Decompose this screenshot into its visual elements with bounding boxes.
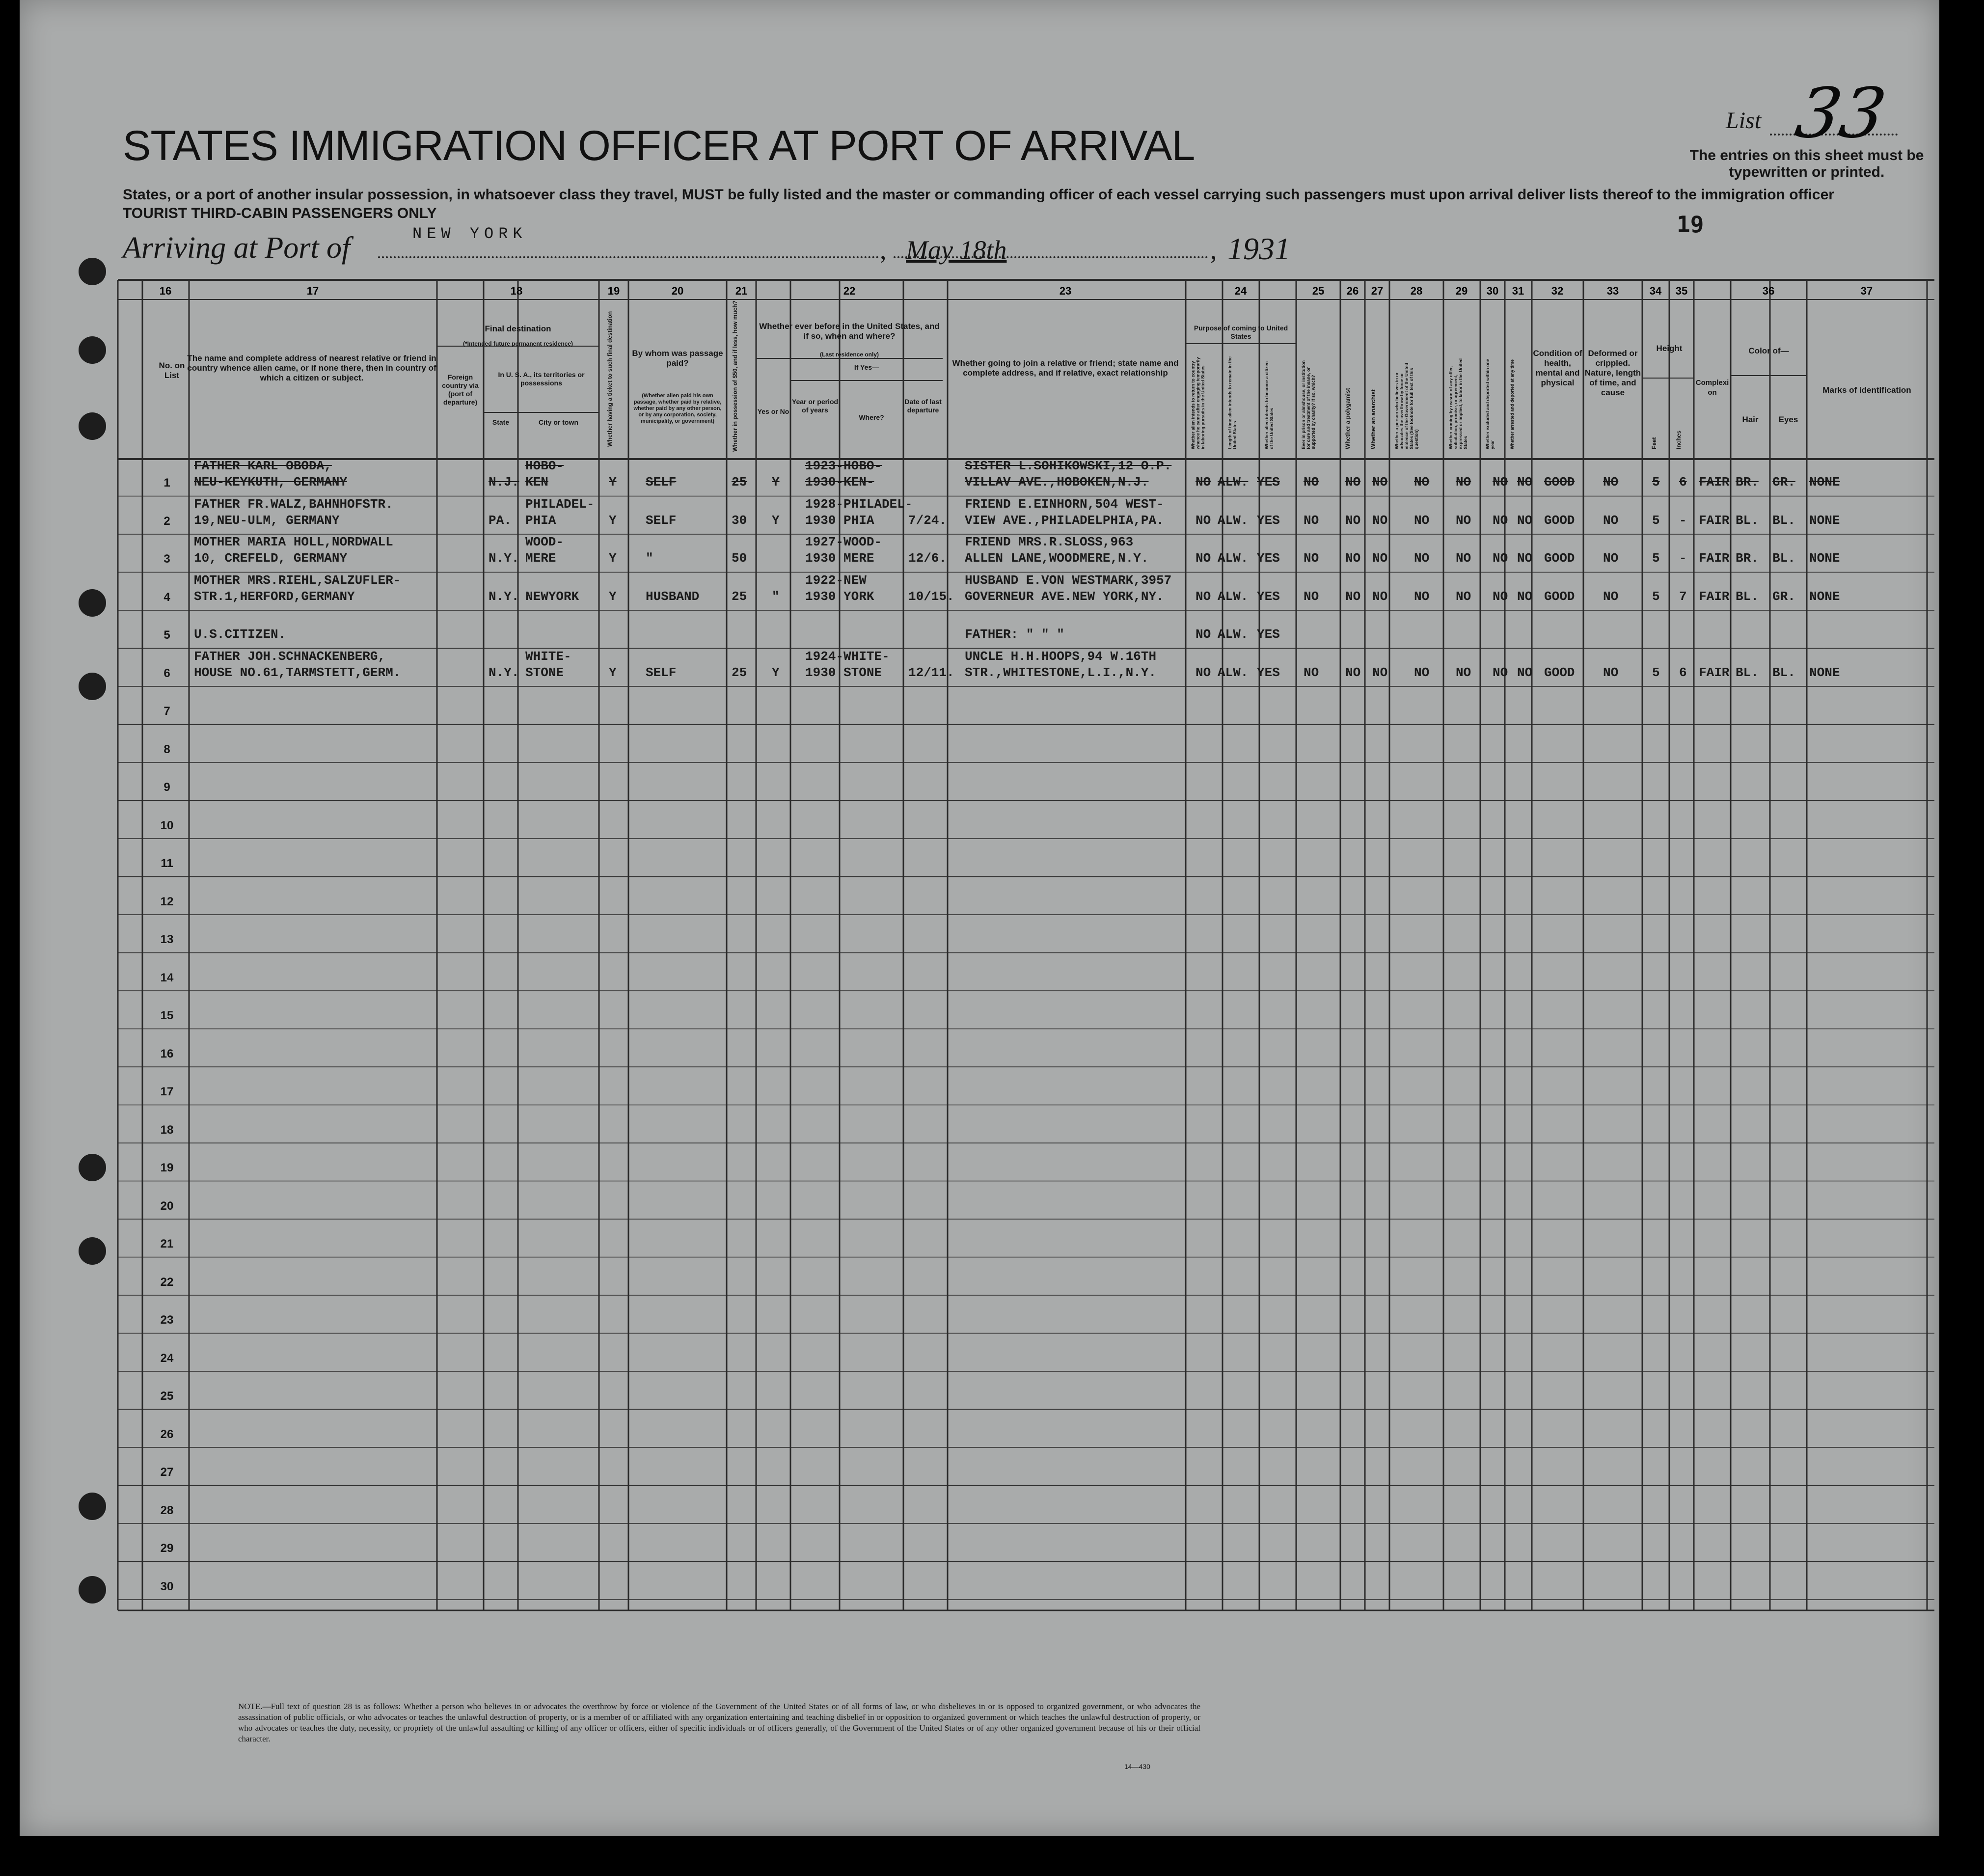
row-number: 4 bbox=[163, 590, 170, 604]
hdr-color-of: Color of— bbox=[1748, 346, 1789, 355]
row-number: 30 bbox=[160, 1579, 174, 1593]
column-number-23: 23 bbox=[1059, 285, 1072, 297]
passage-paid: " bbox=[646, 551, 653, 566]
row-number: 9 bbox=[163, 781, 170, 794]
column-number-33: 33 bbox=[1606, 285, 1619, 297]
money-value: 30 bbox=[732, 513, 747, 528]
hdr-purpose-a: Whether alien intends to return to country whence he came after engaging temporarily in laboring pursuits in the United States bbox=[1191, 357, 1205, 449]
before-year-1: 1922-NEW bbox=[805, 572, 867, 588]
purpose-length: ALW. bbox=[1218, 551, 1249, 566]
ticket-value: Y bbox=[609, 475, 617, 489]
column-number-17: 17 bbox=[306, 285, 319, 297]
binder-hole bbox=[79, 1576, 106, 1604]
polygamist-value: NO bbox=[1345, 551, 1361, 566]
hdr-relative: The name and complete address of nearest relative or friend in country whence alien came, or if none there, then in country of which a citizen or subject. bbox=[187, 353, 436, 382]
row-number: 20 bbox=[160, 1199, 174, 1213]
binder-hole bbox=[79, 1154, 106, 1181]
money-value: 25 bbox=[732, 589, 747, 604]
excluded-value: NO bbox=[1493, 475, 1508, 489]
joining-line-2: STR.,WHITESTONE,L.I.,N.Y. bbox=[965, 665, 1157, 680]
height-inches: - bbox=[1679, 513, 1687, 528]
hdr-deformed: Deformed or crippled. Nature, length of time, and cause bbox=[1584, 349, 1641, 397]
joining-line-1: FRIEND MRS.R.SLOSS,963 bbox=[965, 535, 1134, 549]
purpose-length: ALW. bbox=[1218, 627, 1249, 642]
excluded-value: NO bbox=[1493, 665, 1508, 680]
health-value: GOOD bbox=[1544, 475, 1575, 489]
hdr-ticket: Whether having a ticket to such final destination bbox=[606, 311, 613, 447]
overthrow-value: NO bbox=[1414, 551, 1430, 566]
last-departure: 10/15. bbox=[908, 589, 954, 604]
column-number-29: 29 bbox=[1455, 285, 1468, 297]
prison-value: NO bbox=[1304, 475, 1319, 489]
row-number: 13 bbox=[160, 933, 174, 946]
eyes-value: BL. bbox=[1772, 551, 1795, 566]
row-number: 5 bbox=[163, 628, 170, 642]
relative-line-2: 19,NEU-ULM, GERMANY bbox=[194, 513, 340, 528]
row-number: 6 bbox=[163, 666, 170, 680]
height-inches: 7 bbox=[1679, 589, 1687, 604]
hdr-purpose: Purpose of coming to United States bbox=[1194, 324, 1288, 340]
relative-line-2: 10, CREFELD, GERMANY bbox=[194, 551, 348, 566]
overthrow-value: NO bbox=[1414, 589, 1430, 604]
last-departure: 12/11. bbox=[908, 665, 954, 680]
column-number-27: 27 bbox=[1371, 285, 1384, 297]
arrested-value: NO bbox=[1517, 513, 1533, 528]
hdr-where: Where? bbox=[859, 413, 884, 421]
joining-line-2: ALLEN LANE,WOODMERE,N.Y. bbox=[965, 551, 1149, 566]
purpose-citizen: YES bbox=[1257, 475, 1280, 489]
before-year-2: 1930 YORK bbox=[805, 589, 874, 604]
polygamist-value: NO bbox=[1345, 665, 1361, 680]
binder-hole bbox=[79, 258, 106, 285]
footnote-question-28: NOTE.—Full text of question 28 is as follows: Whether a person who believes in or advocates the overthrow by force or violence of the Government of the United States or of all forms of law, or who disbelieves in or is opposed to organized government, or who advocates the assassination of public officials, or who advocates or teaches the unlawful destruction of property, or is a member of or affiliated with any organization entertaining and teaching disbelief in or opposition to organized government or which teaches the unlawful destruction of property, or who advocates or teaches the duty, necessity, or propriety of the unlawful assaulting or killing of any officer or officers, either of specific individuals or of officers generally, of the Government of the United States or of any other organized government because of his or their official character. bbox=[238, 1702, 1200, 1743]
row-number: 10 bbox=[160, 818, 174, 832]
ticket-value: Y bbox=[609, 513, 617, 528]
row-number: 14 bbox=[160, 971, 174, 984]
eyes-value: GR. bbox=[1772, 589, 1795, 604]
hdr-excluded: Whether excluded and deported within one year bbox=[1485, 358, 1495, 449]
marks-value: NONE bbox=[1809, 551, 1840, 566]
deformed-value: NO bbox=[1603, 551, 1619, 566]
joining-line-2: GOVERNEUR AVE.NEW YORK,NY. bbox=[965, 589, 1164, 604]
year-prefix: 19 bbox=[1677, 211, 1704, 238]
hdr-if-yes: If Yes— bbox=[854, 363, 879, 371]
column-number-34: 34 bbox=[1649, 285, 1662, 297]
column-number-19: 19 bbox=[607, 285, 620, 297]
dest-city-2: PHIA bbox=[525, 513, 556, 528]
hdr-arrested: Whether arrested and deported at any time bbox=[1510, 359, 1515, 449]
polygamist-value: NO bbox=[1345, 513, 1361, 528]
purpose-return: NO bbox=[1196, 665, 1211, 680]
passage-paid: SELF bbox=[646, 475, 677, 489]
dest-state: N.Y. bbox=[489, 589, 519, 604]
purpose-citizen: YES bbox=[1257, 551, 1280, 566]
prison-value: NO bbox=[1304, 513, 1319, 528]
hdr-prison: Ever in prison or almshouse, or institution for care and treatment of the insane, or supported by charity? If so, which? bbox=[1301, 360, 1316, 449]
passage-paid: SELF bbox=[646, 513, 677, 528]
binder-hole bbox=[79, 589, 106, 617]
purpose-return: NO bbox=[1196, 513, 1211, 528]
joining-line-2: VIEW AVE.,PHILADELPHIA,PA. bbox=[965, 513, 1164, 528]
column-number-36: 36 bbox=[1762, 285, 1775, 297]
purpose-length: ALW. bbox=[1218, 513, 1249, 528]
hdr-purpose-c: Whether alien intends to become a citizen of the United States bbox=[1264, 361, 1274, 449]
relative-line-1: MOTHER MARIA HOLL,NORDWALL bbox=[194, 535, 393, 549]
money-value: 50 bbox=[732, 551, 747, 566]
hdr-purpose-b: Length of time alien intends to remain in the United States bbox=[1227, 356, 1237, 449]
hair-value: BL. bbox=[1736, 589, 1759, 604]
row-number: 19 bbox=[160, 1161, 174, 1174]
marks-value: NONE bbox=[1809, 589, 1840, 604]
hdr-inches: Inches bbox=[1675, 430, 1682, 449]
hdr-joining: Whether going to join a relative or friend; state name and complete address, and if relative, exact relationship bbox=[952, 358, 1179, 378]
eyes-value: GR. bbox=[1772, 475, 1795, 489]
offer-value: NO bbox=[1456, 551, 1471, 566]
dest-city-2: KEN bbox=[525, 475, 548, 489]
column-number-24: 24 bbox=[1234, 285, 1247, 297]
before-year-2: 1930-KEN- bbox=[805, 475, 874, 489]
complexion-value: FAIR bbox=[1699, 513, 1730, 528]
hdr-health: Condition of health, mental and physical bbox=[1533, 349, 1582, 387]
hdr-eyes: Eyes bbox=[1778, 415, 1798, 424]
hdr-in-usa: In U. S. A., its territories or possessions bbox=[498, 371, 585, 387]
purpose-length: ALW. bbox=[1218, 665, 1249, 680]
binder-hole bbox=[79, 673, 106, 700]
dest-city-1: WOOD- bbox=[525, 535, 564, 549]
hdr-date-departure: Date of last departure bbox=[904, 398, 942, 414]
before-yes-no: " bbox=[772, 589, 780, 604]
deformed-value: NO bbox=[1603, 665, 1619, 680]
comma: , bbox=[880, 235, 887, 265]
manifest-sheet bbox=[20, 0, 1939, 1836]
dest-city-1: WHITE- bbox=[525, 649, 571, 664]
column-number-22: 22 bbox=[843, 285, 856, 297]
passage-paid: HUSBAND bbox=[646, 589, 700, 604]
document-title: STATES IMMIGRATION OFFICER AT PORT OF ARRIVAL bbox=[123, 122, 1195, 169]
hdr-marks: Marks of identification bbox=[1822, 385, 1911, 395]
list-number: 33 bbox=[1790, 74, 1892, 154]
purpose-return: NO bbox=[1196, 589, 1211, 604]
row-number: 3 bbox=[163, 552, 170, 566]
relative-line-1: MOTHER MRS.RIEHL,SALZUFLER- bbox=[194, 572, 401, 588]
relative-line-1: FATHER JOH.SCHNACKENBERG, bbox=[194, 649, 386, 664]
binder-hole bbox=[79, 1493, 106, 1520]
hdr-offer: Whether coming by reason of any offer, solicitation, promise, or agreement, expressed or implied, to labor in the United States bbox=[1448, 358, 1468, 449]
offer-value: NO bbox=[1456, 665, 1471, 680]
health-value: GOOD bbox=[1544, 551, 1575, 566]
hdr-final-dest-note: (*Intended future permanent residence) bbox=[462, 340, 573, 347]
relative-line-2: U.S.CITIZEN. bbox=[194, 627, 286, 642]
row-number: 16 bbox=[160, 1047, 174, 1060]
marks-value: NONE bbox=[1809, 665, 1840, 680]
row-number: 28 bbox=[160, 1503, 174, 1517]
money-value: 25 bbox=[732, 665, 747, 680]
row-number: 25 bbox=[160, 1389, 174, 1403]
dest-state: N.J. bbox=[489, 475, 519, 489]
joining-line-1: UNCLE H.H.HOOPS,94 W.16TH bbox=[965, 649, 1157, 664]
purpose-citizen: YES bbox=[1257, 665, 1280, 680]
complexion-value: FAIR bbox=[1699, 551, 1730, 566]
binder-hole bbox=[79, 412, 106, 440]
before-year-1: 1924-WHITE- bbox=[805, 649, 890, 664]
marks-value: NONE bbox=[1809, 513, 1840, 528]
height-feet: 5 bbox=[1652, 551, 1660, 566]
port-value: NEW YORK bbox=[412, 225, 527, 243]
health-value: GOOD bbox=[1544, 513, 1575, 528]
row-number: 22 bbox=[160, 1275, 174, 1289]
dest-state: N.Y. bbox=[489, 665, 519, 680]
relative-line-2: STR.1,HERFORD,GERMANY bbox=[194, 589, 355, 604]
column-number-26: 26 bbox=[1346, 285, 1359, 297]
prison-value: NO bbox=[1304, 589, 1319, 604]
height-feet: 5 bbox=[1652, 475, 1660, 489]
column-number-20: 20 bbox=[671, 285, 684, 297]
prison-value: NO bbox=[1304, 551, 1319, 566]
deformed-value: NO bbox=[1603, 475, 1619, 489]
column-number-28: 28 bbox=[1410, 285, 1423, 297]
offer-value: NO bbox=[1456, 513, 1471, 528]
height-feet: 5 bbox=[1652, 513, 1660, 528]
eyes-value: BL. bbox=[1772, 665, 1795, 680]
before-year-2: 1930 MERE bbox=[805, 551, 874, 566]
ticket-value: Y bbox=[609, 551, 617, 566]
column-number-30: 30 bbox=[1486, 285, 1499, 297]
arrested-value: NO bbox=[1517, 551, 1533, 566]
subtitle-class: TOURIST THIRD-CABIN PASSENGERS ONLY bbox=[123, 205, 437, 221]
column-number-32: 32 bbox=[1551, 285, 1564, 297]
hdr-polygamist: Whether a polygamist bbox=[1344, 388, 1351, 449]
joining-line-1: HUSBAND E.VON WESTMARK,3957 bbox=[965, 572, 1172, 588]
before-year-2: 1930 PHIA bbox=[805, 513, 874, 528]
row-number: 24 bbox=[160, 1351, 174, 1365]
entries-note: The entries on this sheet must be typewritten or printed. bbox=[1689, 147, 1924, 180]
ticket-value: Y bbox=[609, 665, 617, 680]
hdr-year-period: Year or period of years bbox=[791, 398, 839, 414]
row-number: 17 bbox=[160, 1085, 174, 1098]
dest-city-1: PHILADEL- bbox=[525, 496, 595, 512]
money-value: 25 bbox=[732, 475, 747, 489]
anarchist-value: NO bbox=[1372, 513, 1388, 528]
anarchist-value: NO bbox=[1372, 665, 1388, 680]
binder-hole bbox=[79, 1237, 106, 1265]
complexion-value: FAIR bbox=[1699, 589, 1730, 604]
row-number: 26 bbox=[160, 1427, 174, 1441]
height-inches: 6 bbox=[1679, 475, 1687, 489]
polygamist-value: NO bbox=[1345, 589, 1361, 604]
row-number: 1 bbox=[163, 476, 170, 489]
deformed-value: NO bbox=[1603, 513, 1619, 528]
hdr-passage-paid: By whom was passage paid? bbox=[632, 349, 723, 368]
dest-city-2: NEWYORK bbox=[525, 589, 579, 604]
column-number-37: 37 bbox=[1860, 285, 1873, 297]
height-inches: 6 bbox=[1679, 665, 1687, 680]
purpose-citizen: YES bbox=[1257, 513, 1280, 528]
before-year-2: 1930 STONE bbox=[805, 665, 882, 680]
joining-line-1: FRIEND E.EINHORN,504 WEST- bbox=[965, 496, 1164, 512]
row-number: 15 bbox=[160, 1009, 174, 1022]
arriving-label: Arriving at Port of bbox=[123, 231, 351, 265]
column-number-21: 21 bbox=[735, 285, 748, 297]
overthrow-value: NO bbox=[1414, 475, 1430, 489]
before-year-1: 1928-PHILADEL- bbox=[805, 496, 913, 512]
purpose-return: NO bbox=[1196, 551, 1211, 566]
complexion-value: FAIR bbox=[1699, 665, 1730, 680]
dest-city-2: STONE bbox=[525, 665, 564, 680]
arrested-value: NO bbox=[1517, 589, 1533, 604]
joining-line-2: FATHER: " " " bbox=[965, 627, 1064, 642]
row-number: 27 bbox=[160, 1466, 174, 1479]
dest-city-1: HOBO- bbox=[525, 459, 564, 473]
date-value: May 18th bbox=[906, 235, 1007, 265]
hair-value: BL. bbox=[1736, 665, 1759, 680]
purpose-citizen: YES bbox=[1257, 589, 1280, 604]
relative-line-2: HOUSE NO.61,TARMSTETT,GERM. bbox=[194, 665, 401, 680]
row-number: 7 bbox=[163, 705, 170, 718]
excluded-value: NO bbox=[1493, 551, 1508, 566]
polygamist-value: NO bbox=[1345, 475, 1361, 489]
hdr-city: City or town bbox=[539, 418, 578, 426]
dest-state: PA. bbox=[489, 513, 512, 528]
comma-2: , bbox=[1210, 235, 1217, 265]
before-yes-no: Y bbox=[772, 665, 780, 680]
form-number: 14—430 bbox=[1124, 1763, 1150, 1770]
hdr-overthrow: Whether a person who believes in or advocates the overthrow by force or violence of the Government of the United States (See footnote for full text of this question) bbox=[1394, 362, 1419, 449]
hdr-foreign-country: Foreign country via (port of departure) bbox=[442, 373, 479, 406]
hdr-possession: Whether in possession of $50, and if less, how much? bbox=[732, 300, 738, 452]
passage-paid: SELF bbox=[646, 665, 677, 680]
row-number: 21 bbox=[160, 1237, 174, 1251]
row-number: 18 bbox=[160, 1123, 174, 1137]
height-feet: 5 bbox=[1652, 665, 1660, 680]
before-year-1: 1923-HOBO- bbox=[805, 459, 882, 473]
purpose-return: NO bbox=[1196, 627, 1211, 642]
hdr-state: State bbox=[492, 418, 510, 426]
anarchist-value: NO bbox=[1372, 589, 1388, 604]
complexion-value: FAIR bbox=[1699, 475, 1730, 489]
anarchist-value: NO bbox=[1372, 475, 1388, 489]
hdr-height: Height bbox=[1656, 344, 1683, 353]
row-number: 11 bbox=[161, 857, 173, 870]
overthrow-value: NO bbox=[1414, 513, 1430, 528]
subtitle-instructions: States, or a port of another insular possession, in whatsoever class they travel, MUST be fully listed and the master or commanding officer of each vessel carrying such passengers must upon arrival deliver lists thereof to the immigration officer bbox=[123, 187, 1834, 203]
row-number: 29 bbox=[160, 1542, 174, 1555]
year-value: 1931 bbox=[1227, 231, 1290, 266]
hdr-final-dest: Final destination bbox=[485, 324, 551, 333]
health-value: GOOD bbox=[1544, 665, 1575, 680]
excluded-value: NO bbox=[1493, 589, 1508, 604]
hdr-last-residence: (Last residence only) bbox=[819, 351, 879, 358]
last-departure: 7/24. bbox=[908, 513, 947, 528]
dest-city-2: MERE bbox=[525, 551, 556, 566]
height-inches: - bbox=[1679, 551, 1687, 566]
manifest-grid bbox=[20, 0, 1939, 1836]
before-yes-no: Y bbox=[772, 475, 780, 489]
offer-value: NO bbox=[1456, 475, 1471, 489]
excluded-value: NO bbox=[1493, 513, 1508, 528]
joining-line-1: SISTER L.SOHIKOWSKI,12 O.P. bbox=[965, 459, 1172, 473]
hdr-no-on-list: No. on List bbox=[159, 361, 185, 380]
purpose-citizen: YES bbox=[1257, 627, 1280, 642]
row-number: 2 bbox=[163, 514, 170, 528]
offer-value: NO bbox=[1456, 589, 1471, 604]
purpose-length: ALW. bbox=[1218, 589, 1249, 604]
column-number-35: 35 bbox=[1675, 285, 1688, 297]
hdr-before-us: Whether ever before in the United States, and if so, when and where? bbox=[759, 322, 940, 341]
dest-state: N.Y. bbox=[489, 551, 519, 566]
marks-value: NONE bbox=[1809, 475, 1840, 489]
hair-value: BL. bbox=[1736, 513, 1759, 528]
arrested-value: NO bbox=[1517, 665, 1533, 680]
column-number-18: 18 bbox=[510, 285, 523, 297]
eyes-value: BL. bbox=[1772, 513, 1795, 528]
row-number: 23 bbox=[160, 1313, 174, 1327]
arrested-value: NO bbox=[1517, 475, 1533, 489]
column-number-16: 16 bbox=[159, 285, 172, 297]
ticket-value: Y bbox=[609, 589, 617, 604]
row-number: 8 bbox=[163, 742, 170, 756]
hdr-feet: Feet bbox=[1651, 437, 1658, 449]
hdr-yes-no: Yes or No bbox=[757, 408, 789, 415]
binder-hole bbox=[79, 336, 106, 364]
prison-value: NO bbox=[1304, 665, 1319, 680]
row-number: 12 bbox=[160, 895, 174, 908]
hair-value: BR. bbox=[1736, 551, 1759, 566]
anarchist-value: NO bbox=[1372, 551, 1388, 566]
deformed-value: NO bbox=[1603, 589, 1619, 604]
health-value: GOOD bbox=[1544, 589, 1575, 604]
hdr-passage-note: (Whether alien paid his own passage, whether paid by relative, whether paid by any other person, or by any corporation, society, municipality, or government) bbox=[633, 393, 722, 424]
column-number-25: 25 bbox=[1312, 285, 1325, 297]
relative-line-2: NEU-KEYKUTH, GERMANY bbox=[194, 475, 348, 489]
hdr-anarchist: Whether an anarchist bbox=[1370, 389, 1377, 449]
purpose-length: ALW. bbox=[1218, 475, 1249, 489]
hdr-complexion: Complexion bbox=[1695, 379, 1729, 397]
joining-line-2: VILLAV AVE.,HOBOKEN,N.J. bbox=[965, 475, 1149, 489]
before-yes-no: Y bbox=[772, 513, 780, 528]
list-label: List bbox=[1726, 108, 1762, 134]
height-feet: 5 bbox=[1652, 589, 1660, 604]
column-number-31: 31 bbox=[1512, 285, 1524, 297]
last-departure: 12/6. bbox=[908, 551, 947, 566]
hdr-hair: Hair bbox=[1742, 415, 1759, 424]
hair-value: BR. bbox=[1736, 475, 1759, 489]
overthrow-value: NO bbox=[1414, 665, 1430, 680]
purpose-return: NO bbox=[1196, 475, 1211, 489]
before-year-1: 1927-WOOD- bbox=[805, 535, 882, 549]
relative-line-1: FATHER KARL OBODA, bbox=[194, 459, 332, 473]
relative-line-1: FATHER FR.WALZ,BAHNHOFSTR. bbox=[194, 496, 393, 512]
